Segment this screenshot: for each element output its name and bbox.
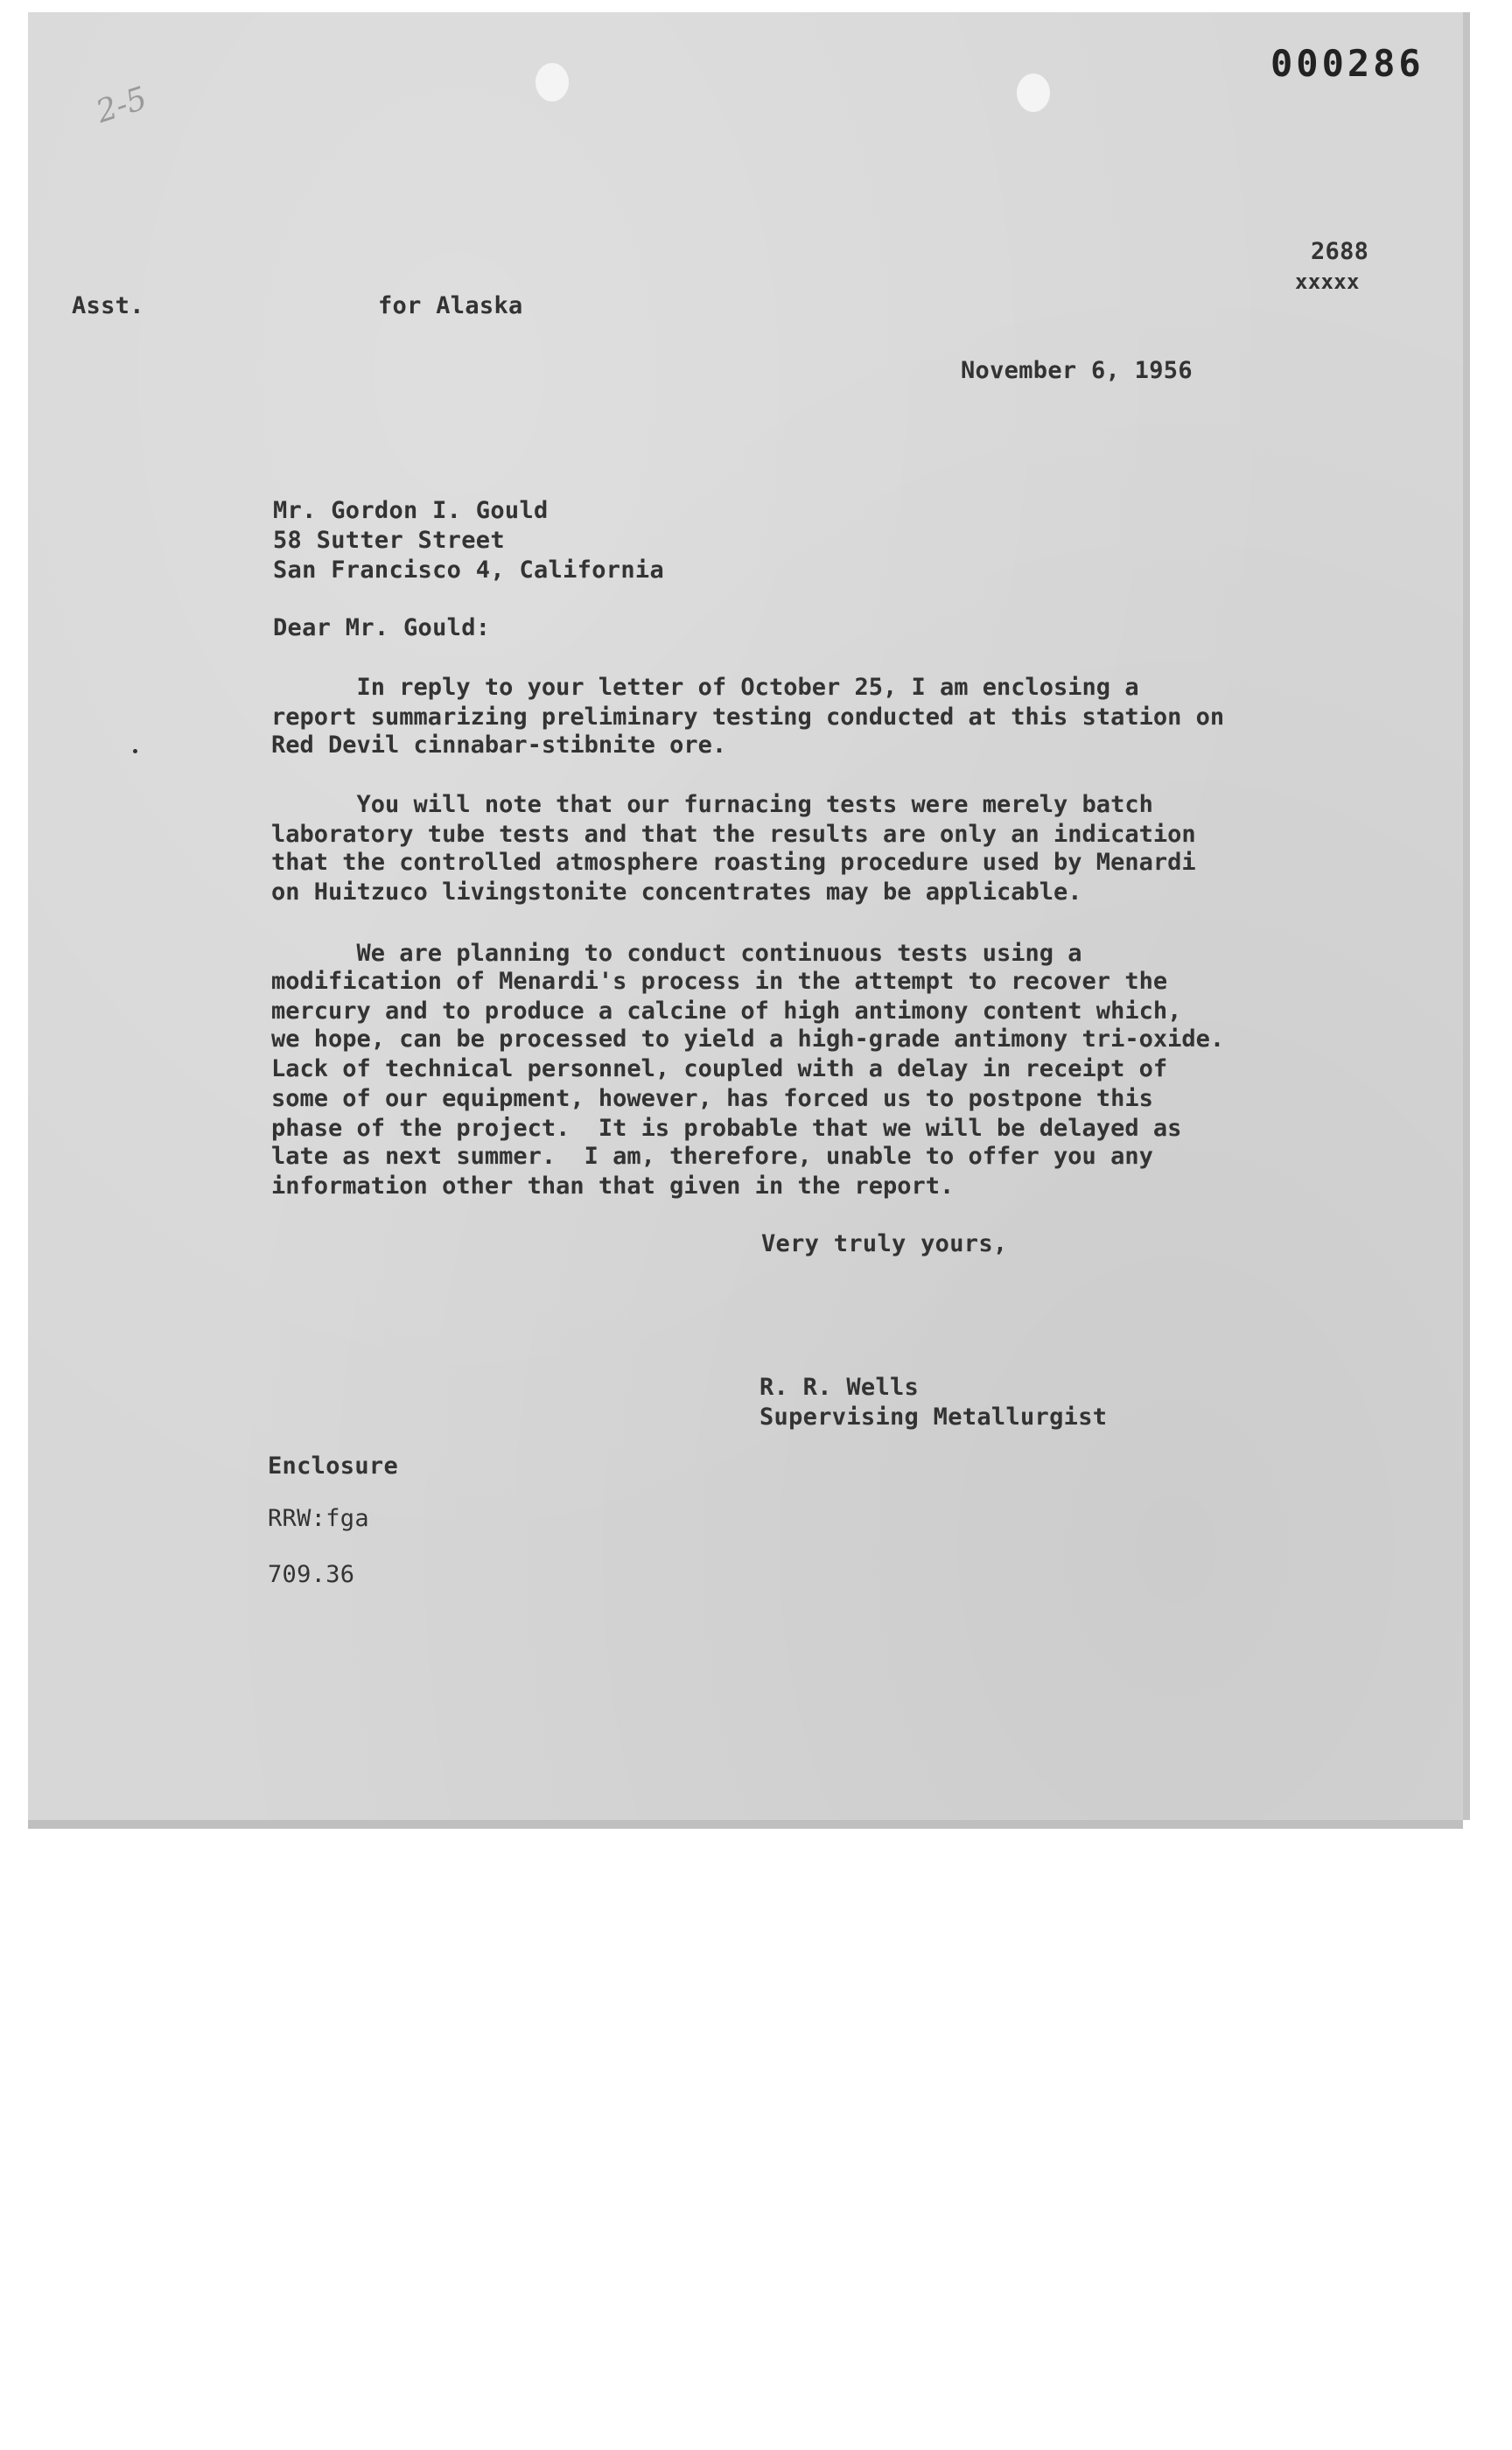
paragraph-line: mercury and to produce a calcine of high antimony content which, [271,998,1182,1025]
punch-hole-left [536,63,569,102]
paragraph-line: modification of Menardi's process in the attempt to recover the [271,968,1168,995]
signature-title: Supervising Metallurgist [760,1404,1108,1431]
document-number-stamp: 000286 [1270,42,1424,85]
paragraph-line: phase of the project. It is probable that we will be delayed as [271,1115,1182,1142]
file-reference: 709.36 [268,1561,355,1588]
paragraph-line: on Huitzuco livingstonite concentrates may be applicable. [271,878,1082,906]
closing: Very truly yours, [761,1230,1008,1257]
enclosure-note: Enclosure [268,1452,398,1480]
paragraph-line: Red Devil cinnabar-stibnite ore. [271,732,727,759]
file-number: 2688 [1311,238,1369,265]
salutation: Dear Mr. Gould: [273,614,491,641]
header-for-alaska: for Alaska [378,292,523,319]
header-asst: Asst. [72,292,144,319]
file-number-crossout: xxxxx [1295,270,1360,294]
recipient-name: Mr. Gordon I. Gould [273,497,549,524]
paragraph-line: that the controlled atmosphere roasting procedure used by Menardi [271,849,1196,876]
paragraph-line: we hope, can be processed to yield a high-grade antimony tri-oxide. [271,1026,1225,1053]
typist-initials: RRW:fga [268,1505,369,1532]
recipient-street: 58 Sutter Street [273,527,505,554]
paragraph-line: some of our equipment, however, has forced us to postpone this [271,1085,1153,1112]
punch-hole-right [1017,74,1050,112]
paragraph-line: Lack of technical personnel, coupled with a delay in receipt of [271,1055,1168,1082]
paragraph-line: laboratory tube tests and that the results are only an indication [271,821,1196,848]
letter-date: November 6, 1956 [961,357,1193,384]
recipient-city: San Francisco 4, California [273,556,664,584]
signature-name: R. R. Wells [760,1374,920,1401]
paragraph-line: late as next summer. I am, therefore, unable to offer you any [271,1143,1153,1170]
speck-dot [133,749,137,753]
paragraph-line: In reply to your letter of October 25, I am enclosing a [271,674,1139,701]
paragraph-line: You will note that our furnacing tests were merely batch [271,791,1153,818]
paragraph-line: report summarizing preliminary testing conducted at this station on [271,704,1225,731]
paragraph-line: We are planning to conduct continuous tests using a [271,940,1082,967]
document-sheet [28,12,1463,1820]
pencil-mark: 2-5 [92,80,151,130]
sheet-edge-shadow [1463,12,1470,1820]
sheet-bottom-shadow [28,1820,1463,1829]
paragraph-line: information other than that given in the report. [271,1172,955,1200]
